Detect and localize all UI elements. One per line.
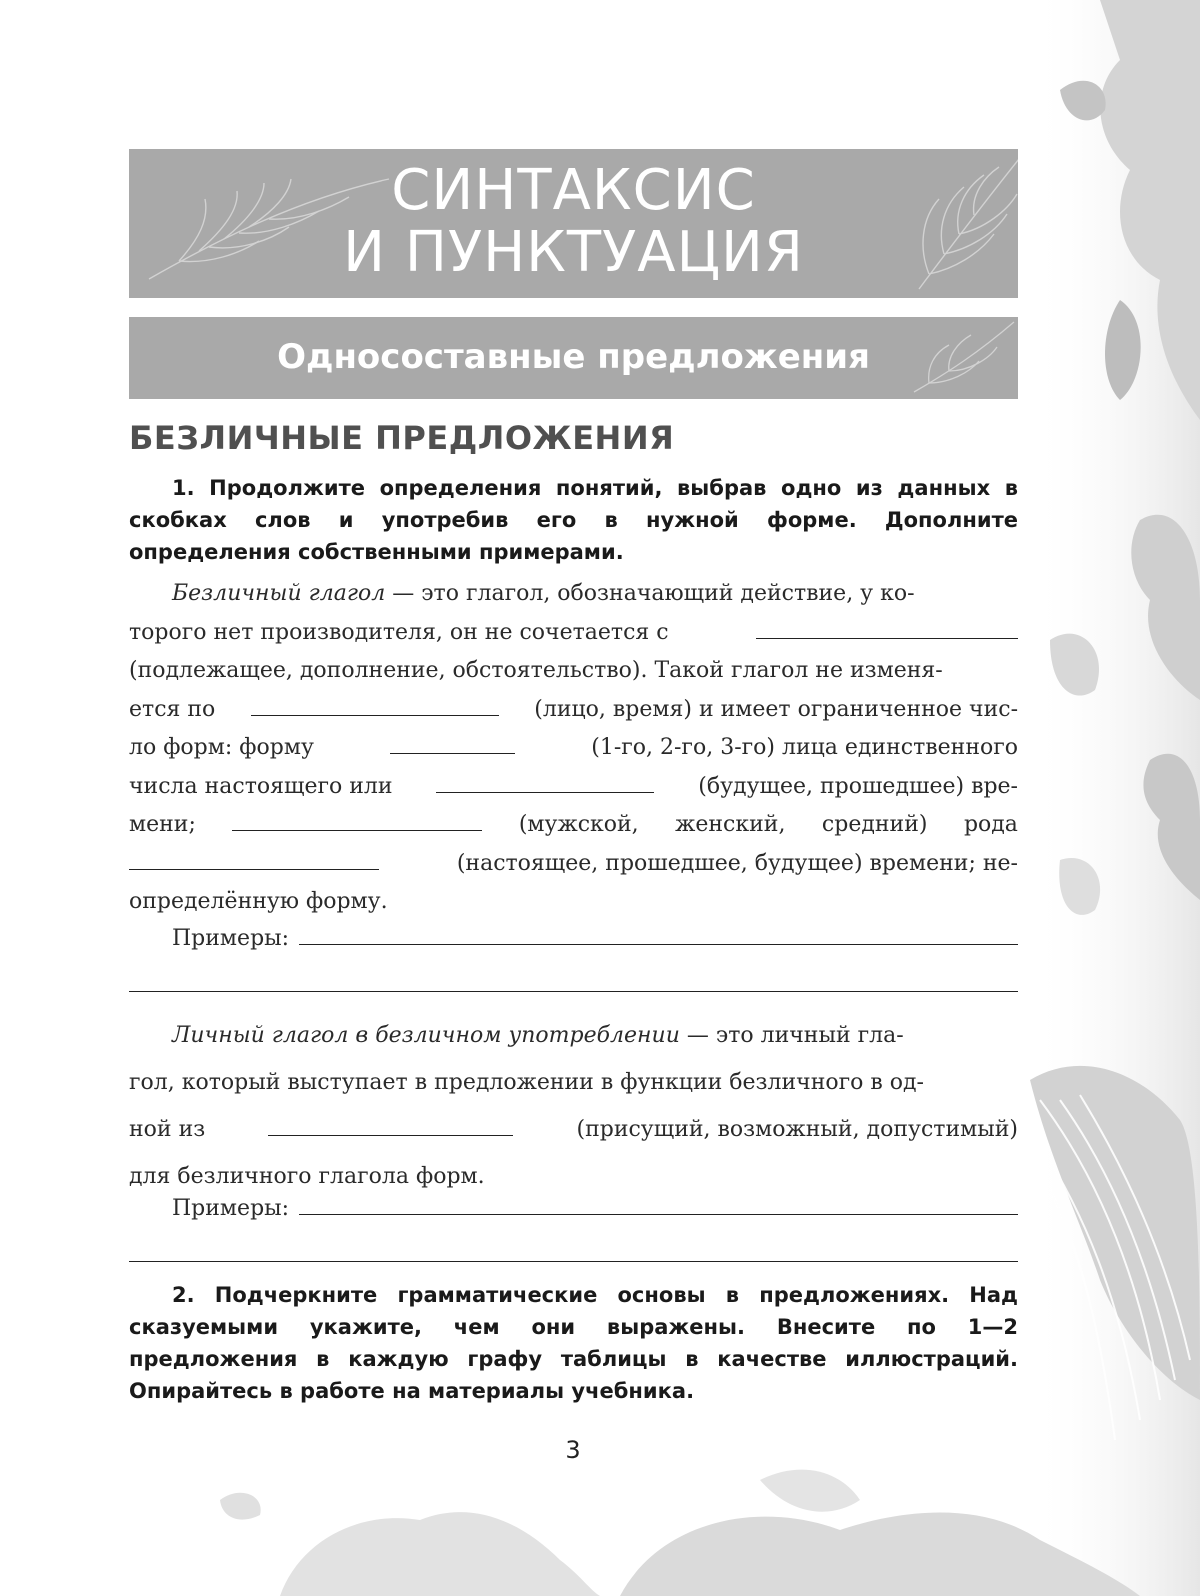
definition-text: ло форм: форму xyxy=(129,735,314,760)
definition-text: (мужской, xyxy=(518,812,639,837)
definition-impersonal-verb xyxy=(129,575,1018,922)
task-1-instruction xyxy=(129,472,1018,568)
examples-answer-line[interactable] xyxy=(299,1192,1018,1215)
answer-line[interactable] xyxy=(129,991,1018,992)
definition-text: (присущий, возможный, допустимый) xyxy=(576,1117,1018,1142)
definition-text: числа настоящего или xyxy=(129,773,393,799)
task-2-text: 2. Подчеркните грамматические основы в предложениях. Над сказуемыми укажите, чем они выражены. Внесите по 1—2 предложения в каждую графу таблицы в качестве иллюстраций. Опирайтесь в работе на материалы учебника. xyxy=(129,1283,1018,1403)
examples-row-1 xyxy=(129,922,1018,951)
fill-in-blank[interactable] xyxy=(268,1111,513,1136)
task-2-instruction xyxy=(129,1279,1018,1407)
task-1-text: 1. Продолжите определения понятий, выбрав одно из данных в скобках слов и употребив его в нужной форме. Дополните определения собственными примерами. xyxy=(129,476,1018,564)
section-heading: БЕЗЛИЧНЫЕ ПРЕДЛОЖЕНИЯ xyxy=(129,419,675,457)
definition-text: средний) xyxy=(821,812,928,837)
definition-text: — это личный гла- xyxy=(686,1023,904,1048)
definition-text: для безличного глагола форм. xyxy=(129,1164,485,1189)
chapter-title-line-1: СИНТАКСИС xyxy=(391,158,756,223)
term-personal-verb-impersonal-use: Личный глагол в безличном употреблении xyxy=(172,1023,680,1048)
examples-row-2 xyxy=(129,1192,1018,1221)
definition-text: (настоящее, прошедшее, будущее) времени; не- xyxy=(456,850,1018,876)
definition-text: рода xyxy=(963,812,1018,837)
fill-in-blank[interactable] xyxy=(436,768,654,793)
definition-text: (будущее, прошедшее) вре- xyxy=(698,773,1018,799)
topic-banner xyxy=(129,317,1018,399)
definition-text: (подлежащее, дополнение, обстоятельство). Такой глагол не изменя- xyxy=(129,658,943,683)
page-number: 3 xyxy=(565,1436,581,1464)
fill-in-blank[interactable] xyxy=(390,729,515,754)
term-impersonal-verb: Безличный глагол xyxy=(172,581,386,606)
definition-text: мени; xyxy=(129,812,196,837)
chapter-title-line-2: И ПУНКТУАЦИЯ xyxy=(343,220,804,285)
definition-text: ется по xyxy=(129,696,216,722)
definition-text: (лицо, время) и имеет ограниченное чис- xyxy=(534,696,1018,722)
definition-text: определённую форму. xyxy=(129,889,388,914)
examples-label: Примеры: xyxy=(172,1196,290,1221)
definition-text: ной из xyxy=(129,1117,206,1142)
answer-line[interactable] xyxy=(129,1261,1018,1262)
fill-in-blank[interactable] xyxy=(251,691,499,716)
fill-in-blank[interactable] xyxy=(232,806,482,831)
definition-text: женский, xyxy=(675,812,786,837)
chapter-banner xyxy=(129,149,1018,298)
fill-in-blank[interactable] xyxy=(129,845,379,870)
examples-label: Примеры: xyxy=(172,926,290,951)
definition-personal-verb-impersonal-use xyxy=(129,1012,1018,1200)
definition-text: торого нет производителя, он не сочетается с xyxy=(129,619,669,645)
fill-in-blank[interactable] xyxy=(756,614,1018,639)
definition-text: — это глагол, обозначающий действие, у ко- xyxy=(392,581,915,606)
definition-text: гол, который выступает в предложении в функции безличного в од- xyxy=(129,1070,924,1095)
definition-text: (1-го, 2-го, 3-го) лица единственного xyxy=(591,735,1018,760)
examples-answer-line[interactable] xyxy=(299,922,1018,945)
topic-title: Односоставные предложения xyxy=(277,337,870,377)
